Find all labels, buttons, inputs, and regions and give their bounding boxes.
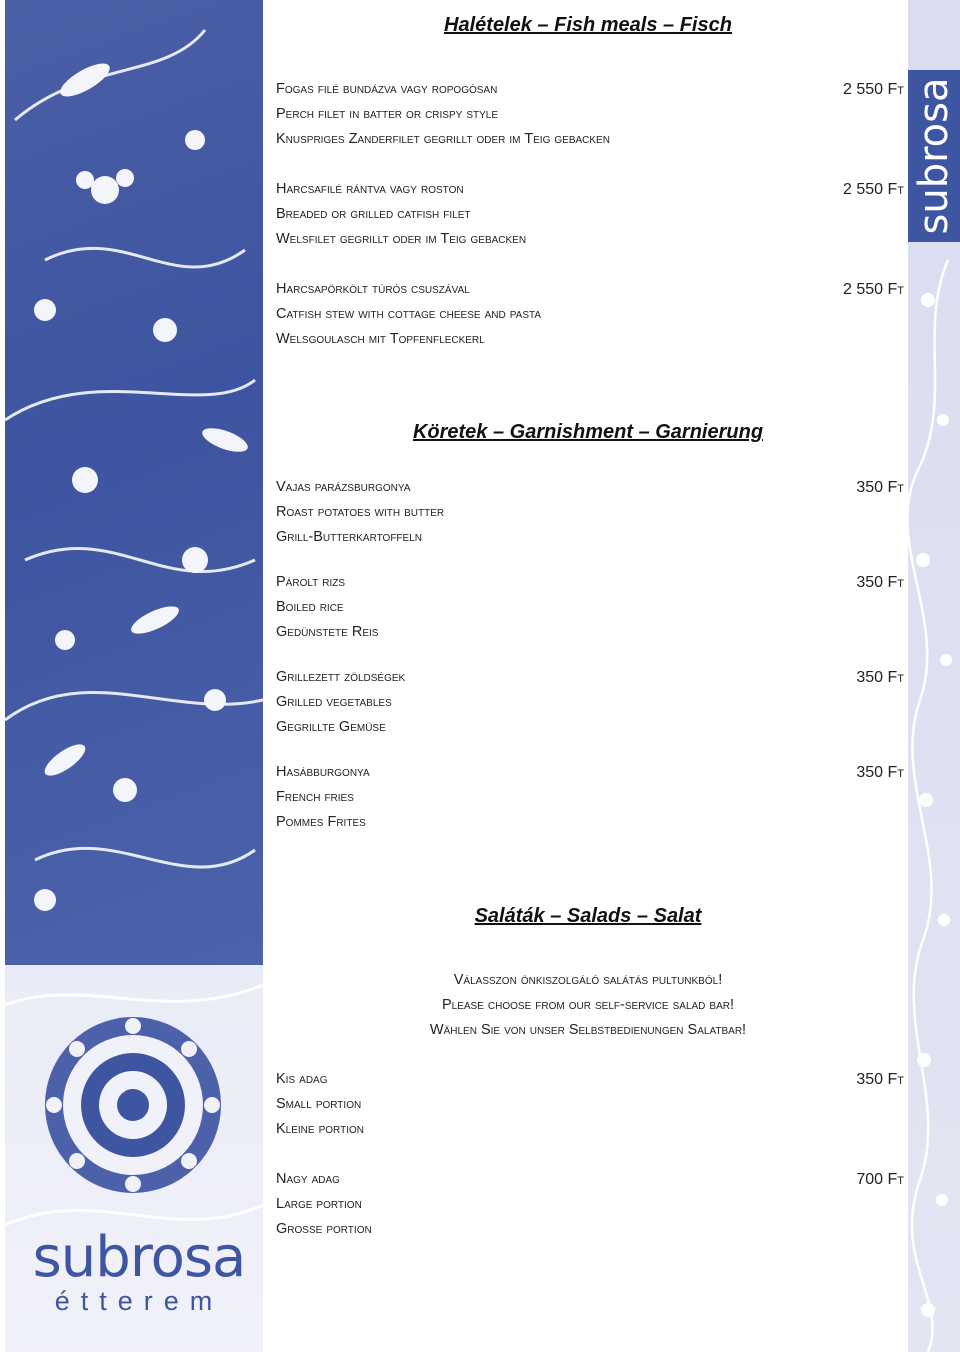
item-name-en: Small portion <box>276 1096 362 1112</box>
notice-de: Wählen Sie von unser Selbstbedienungen Salatbar! <box>429 1022 747 1038</box>
item-price: 2 550 Ft <box>843 81 904 98</box>
item-name-hu: Nagy adag <box>276 1171 340 1187</box>
item-name-de: Knuspriges Zanderfilet gegrillt oder im Teig gebacken <box>276 131 610 147</box>
brand-subtitle: étterem <box>54 1286 224 1316</box>
item-name-de: Grill-Butterkartoffeln <box>276 529 422 545</box>
item-name-de: Pommes Frites <box>276 814 366 830</box>
item-price: 350 Ft <box>856 764 904 781</box>
menu-item <box>276 277 904 352</box>
item-price: 700 Ft <box>856 1171 904 1188</box>
item-price: 2 550 Ft <box>843 281 904 298</box>
item-price: 350 Ft <box>856 669 904 686</box>
menu-item <box>276 570 904 645</box>
floral-pattern-dark <box>5 0 263 965</box>
item-name-en: French fries <box>276 789 354 805</box>
item-name-hu: Grillezett zöldségek <box>276 669 406 685</box>
item-name-de: Gedünstete Reis <box>276 624 379 640</box>
item-name-en: Grilled vegetables <box>276 694 392 710</box>
item-name-en: Breaded or grilled catfish filet <box>276 206 471 222</box>
item-name-hu: Harcsafilé rántva vagy roston <box>276 181 464 197</box>
brand-name: subrosa <box>32 1225 246 1290</box>
menu-item <box>276 177 904 252</box>
item-name-hu: Fogas filé bundázva vagy ropogósan <box>276 81 498 97</box>
floral-ornament-icon <box>5 0 263 965</box>
section-title-salads: Saláták – Salads – Salat <box>474 905 702 927</box>
item-price: 350 Ft <box>856 1071 904 1088</box>
item-name-de: Große portion <box>276 1221 372 1237</box>
item-name-en: Roast potatoes with butter <box>276 504 445 520</box>
side-logo <box>908 70 960 242</box>
item-name-en: Boiled rice <box>276 599 344 615</box>
menu-item <box>276 1167 904 1242</box>
menu-item <box>276 665 904 740</box>
section-title-garnish: Köretek – Garnishment – Garnierung <box>412 421 764 443</box>
item-name-hu: Párolt rizs <box>276 574 346 590</box>
item-name-de: Kleine portion <box>276 1121 364 1137</box>
salad-bar-notice <box>268 968 908 1043</box>
menu-item <box>276 1067 904 1142</box>
item-name-hu: Harcsapörkölt túrós csuszával <box>276 281 470 297</box>
item-name-en: Catfish stew with cottage cheese and pasta <box>276 306 542 322</box>
item-price: 2 550 Ft <box>843 181 904 198</box>
menu-item <box>276 475 904 550</box>
item-price: 350 Ft <box>856 574 904 591</box>
item-name-hu: Hasábburgonya <box>276 764 370 780</box>
item-name-de: Welsgoulasch mit Topfenfleckerl <box>276 331 485 347</box>
item-name-en: Perch filet in batter or crispy style <box>276 106 499 122</box>
notice-en: Please choose from our self-service salad bar! <box>441 997 735 1013</box>
item-name-de: Gegrillte Gemüse <box>276 719 386 735</box>
side-logo-text: subrosa <box>911 77 957 235</box>
item-name-hu: Vajas parázsburgonya <box>276 479 411 495</box>
item-name-hu: Kis adag <box>276 1071 328 1087</box>
menu-item <box>276 760 904 835</box>
item-price: 350 Ft <box>856 479 904 496</box>
brand-logo <box>24 1225 254 1316</box>
notice-hu: Válasszon önkiszolgáló salátás pultunkból! <box>453 972 723 988</box>
item-name-de: Welsfilet gegrillt oder im Teig gebacken <box>276 231 527 247</box>
section-title-fish: Halételek – Fish meals – Fisch <box>444 14 732 36</box>
item-name-en: Large portion <box>276 1196 362 1212</box>
menu-item <box>276 77 904 152</box>
